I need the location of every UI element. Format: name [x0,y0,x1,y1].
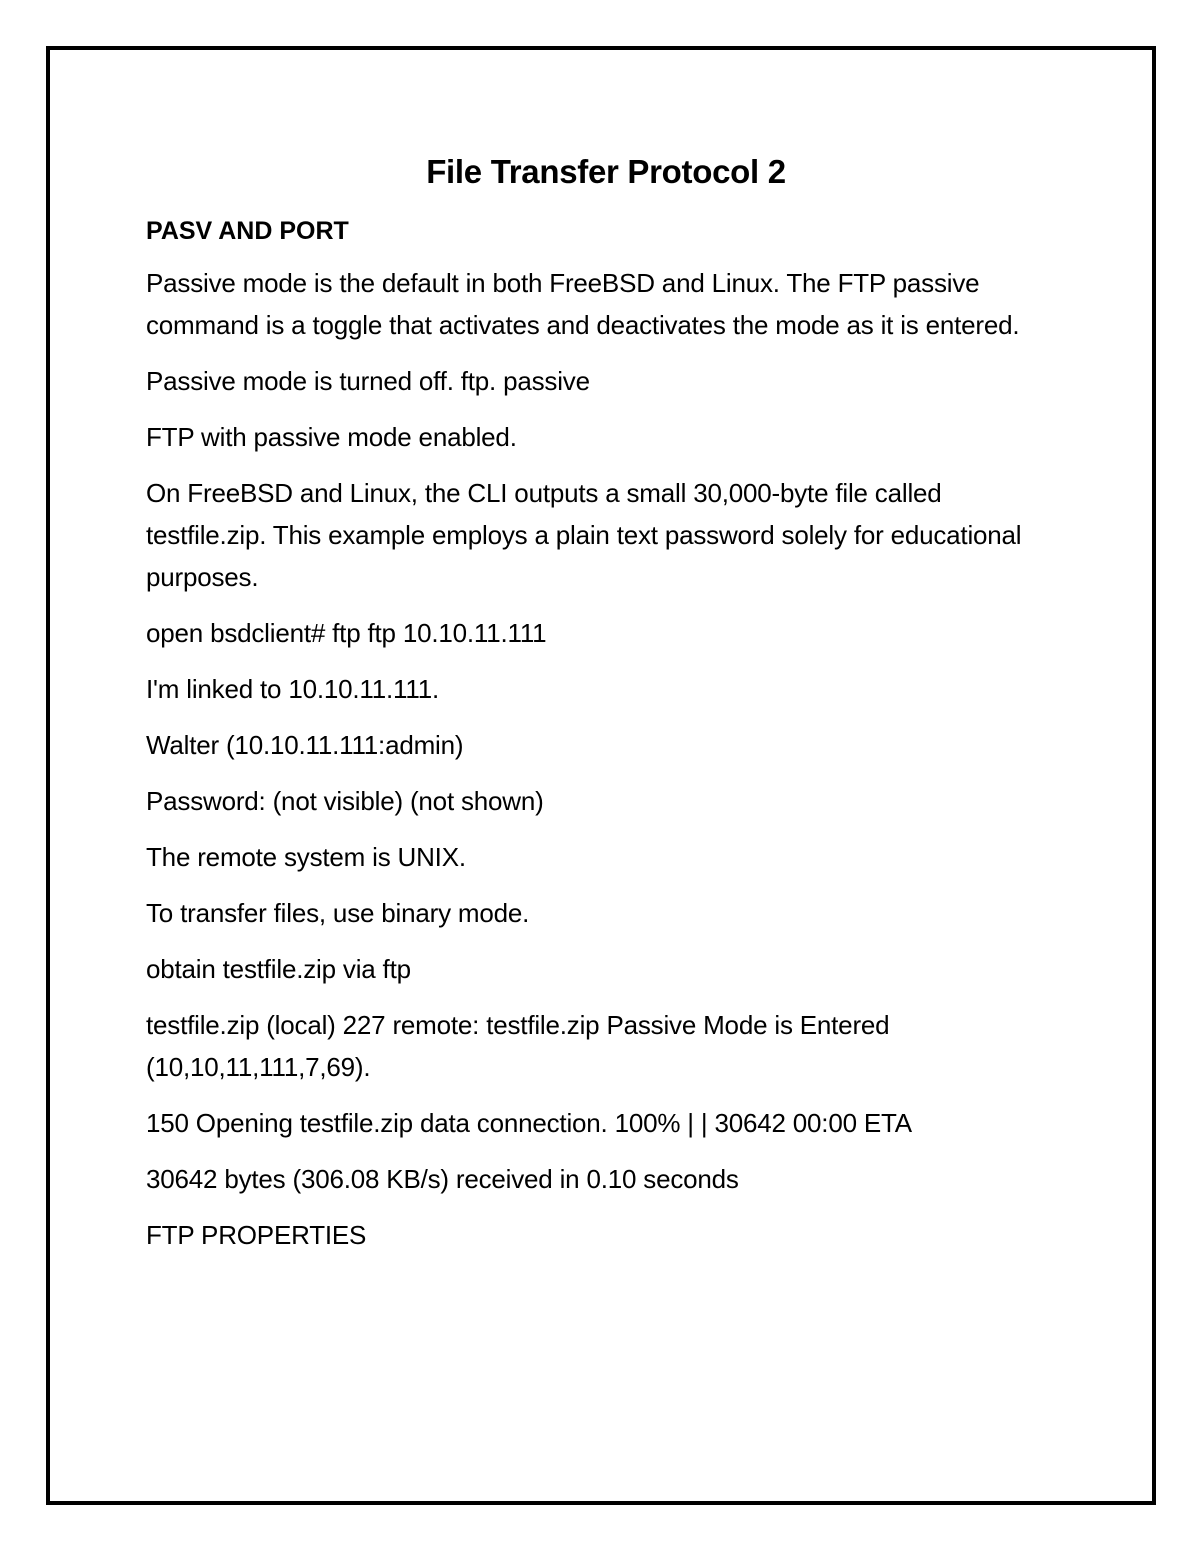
paragraph-obtain: obtain testfile.zip via ftp [146,954,411,984]
paragraph-passive-entered: testfile.zip (local) 227 remote: testfile.zip Passive Mode is Entered (10,10,11,111,7,69). [146,1010,890,1082]
paragraph-ftp-properties: FTP PROPERTIES [146,1220,367,1250]
paragraph-passive-enabled: FTP with passive mode enabled. [146,422,517,452]
paragraph-linked: I'm linked to 10.10.11.111. [146,674,439,704]
document-title: File Transfer Protocol 2 [426,153,786,190]
paragraph-cli-output: On FreeBSD and Linux, the CLI outputs a small 30,000-byte file called testfile.zip. This example employs a plain text password solely for educational purposes. [146,478,1022,592]
paragraph-password: Password: (not visible) (not shown) [146,786,544,816]
paragraph-remote-system: The remote system is UNIX. [146,842,466,872]
paragraph-passive-off: Passive mode is turned off. ftp. passive [146,366,590,396]
paragraph-opening-connection: 150 Opening testfile.zip data connection. 100% | | 30642 00:00 ETA [146,1108,912,1138]
paragraph-user: Walter (10.10.11.111:admin) [146,730,464,760]
paragraph-open-command: open bsdclient# ftp ftp 10.10.11.111 [146,618,547,648]
document-body [146,150,1066,1256]
section-heading: PASV AND PORT [146,217,349,245]
paragraph-bytes-received: 30642 bytes (306.08 KB/s) received in 0.10 seconds [146,1164,739,1194]
page-border [46,46,1156,1505]
paragraph-passive-default: Passive mode is the default in both FreeBSD and Linux. The FTP passive command is a toggle that activates and deactivates the mode as it is entered. [146,268,1020,340]
paragraph-binary-mode: To transfer files, use binary mode. [146,898,530,928]
